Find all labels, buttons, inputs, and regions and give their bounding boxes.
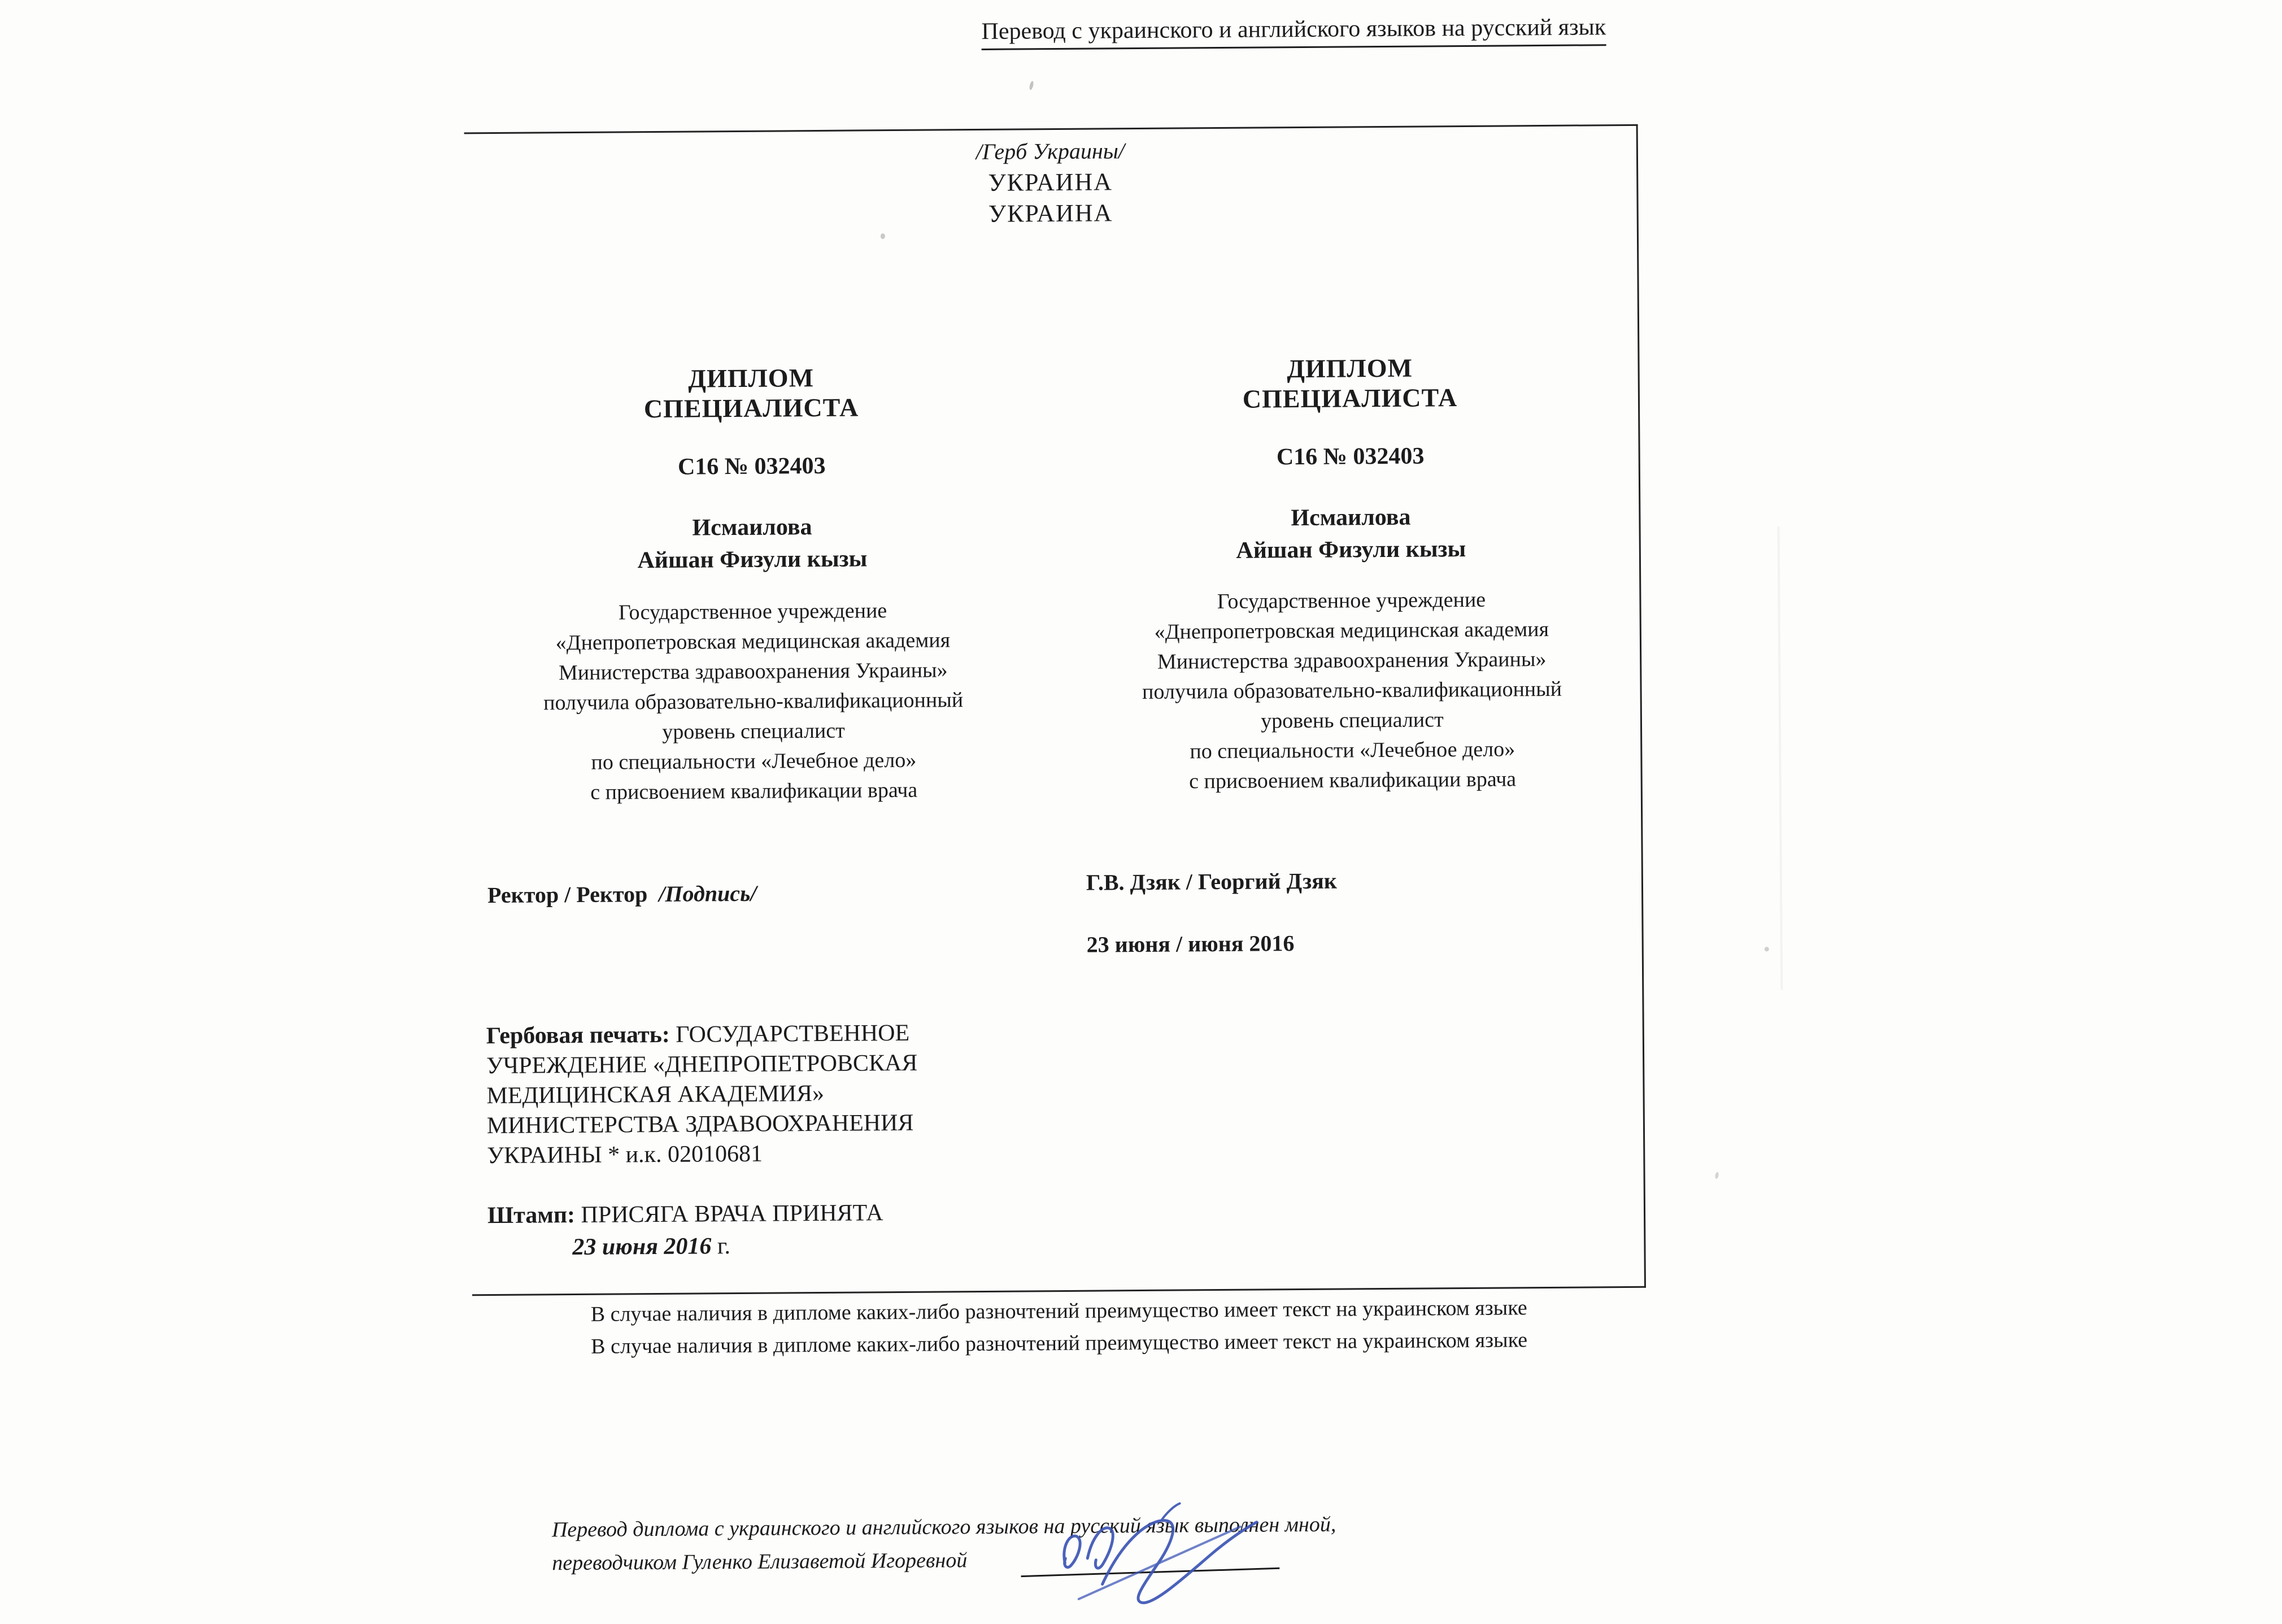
- left-body-line5: уровень специалист: [662, 719, 845, 744]
- left-body-line2: «Днепропетровская медицинская академия: [555, 628, 951, 655]
- seal-label: Гербовая печать:: [486, 1021, 670, 1050]
- left-holder-line2: Айшан Физули кызы: [637, 546, 868, 574]
- translator-line1: Перевод диплома с украинского и английского языков на русский язык выполнен мной,: [551, 1512, 1336, 1542]
- country-name-line2: УКРАИНА: [988, 199, 1113, 228]
- disclaimer-line2: В случае наличия в дипломе каких-либо разночтений преимущество имеет текст на украинском языке: [591, 1328, 1528, 1359]
- scan-speck: [1715, 1172, 1719, 1179]
- right-holder-line1: Исмаилова: [1291, 504, 1411, 532]
- rector-signature-line: [487, 880, 757, 908]
- seal-line4: МИНИСТЕРСТВА ЗДРАВООХРАНЕНИЯ: [486, 1109, 914, 1139]
- right-number-text: С16 № 032403: [1276, 443, 1425, 471]
- left-body-line3: Министерства здравоохранения Украины»: [558, 658, 948, 685]
- seal-line3: МЕДИЦИНСКАЯ АКАДЕМИЯ»: [486, 1080, 825, 1109]
- left-number-text: С16 № 032403: [677, 452, 826, 480]
- right-body-line3: Министерства здравоохранения Украины»: [1157, 647, 1547, 674]
- right-diploma-number: [1079, 441, 1622, 472]
- translator-signature: [1045, 1489, 1271, 1612]
- emblem-block: [464, 132, 1637, 233]
- right-holder-name: [1079, 500, 1622, 568]
- seal-line5: УКРАИНЫ * и.к. 02010681: [487, 1140, 763, 1169]
- right-body-line6: по специальности «Лечебное дело»: [1190, 737, 1515, 764]
- seal-paragraph: [486, 1017, 1030, 1171]
- right-body-line4: получила образовательно-квалификационный: [1142, 677, 1562, 704]
- translation-header-text: Перевод с украинского и английского языков на русский язык: [981, 14, 1606, 50]
- issue-date-line: 23 июня / июня 2016: [1086, 930, 1295, 957]
- right-body-line5: уровень специалист: [1261, 708, 1444, 733]
- signature-placeholder-note: /Подпись/: [659, 880, 757, 907]
- right-award-paragraph: [1080, 584, 1624, 798]
- stamp-label: Штамп:: [487, 1202, 576, 1229]
- translator-line2: переводчиком Гуленко Елизаветой Игоревной: [552, 1548, 968, 1575]
- right-body-line1: Государственное учреждение: [1217, 587, 1486, 614]
- translation-header: [909, 13, 1678, 45]
- left-title-line1: ДИПЛОМ: [688, 363, 815, 393]
- stamp-date-suffix: г.: [711, 1233, 731, 1260]
- country-name-line1: УКРАИНА: [988, 168, 1113, 197]
- stamp-text: ПРИСЯГА ВРАЧА ПРИНЯТА: [574, 1200, 883, 1229]
- rector-name-line: Г.В. Дзяк / Георгий Дзяк: [1086, 868, 1338, 895]
- disclaimer-block: [472, 1291, 1646, 1364]
- rector-label: Ректор / Ректор: [487, 881, 648, 908]
- scan-speck: [1765, 947, 1769, 951]
- seal-line1-rest: ГОСУДАРСТВЕННОЕ: [669, 1020, 910, 1048]
- coat-of-arms-note: /Герб Украины/: [975, 138, 1125, 165]
- left-holder-name: [481, 510, 1024, 578]
- left-diploma-title: [480, 361, 1022, 425]
- left-diploma-number: [481, 451, 1023, 482]
- right-body-line2: «Днепропетровская медицинская академия: [1154, 617, 1549, 644]
- right-title-line1: ДИПЛОМ: [1287, 353, 1413, 384]
- seal-line1: [486, 1017, 1029, 1051]
- disclaimer-line1: В случае наличия в дипломе каких-либо разночтений преимущество имеет текст на украинском языке: [590, 1296, 1527, 1326]
- left-award-paragraph: [481, 595, 1025, 808]
- left-holder-line1: Исмаилова: [692, 514, 812, 541]
- scan-fold-mark: [1778, 526, 1783, 990]
- stamp-line2: [572, 1228, 1030, 1264]
- right-holder-line2: Айшан Физули кызы: [1236, 535, 1466, 564]
- left-body-line6: по специальности «Лечебное дело»: [591, 748, 917, 774]
- stamp-date: 23 июня 2016: [572, 1233, 712, 1261]
- stamp-paragraph: [487, 1196, 1030, 1264]
- scan-speck: [881, 233, 885, 239]
- stamp-line1: [487, 1196, 1030, 1232]
- left-title-line2: СПЕЦИАЛИСТА: [643, 393, 859, 424]
- left-body-line4: получила образовательно-квалификационный: [543, 688, 964, 715]
- scan-speck: [1029, 81, 1034, 90]
- right-diploma-title: [1078, 351, 1621, 415]
- right-title-line2: СПЕЦИАЛИСТА: [1242, 383, 1458, 413]
- left-body-line1: Государственное учреждение: [618, 599, 887, 625]
- seal-line2: УЧРЕЖДЕНИЕ «ДНЕПРОПЕТРОВСКАЯ: [486, 1050, 918, 1079]
- left-body-line7: с присвоением квалификации врача: [590, 778, 918, 804]
- right-body-line7: с присвоением квалификации врача: [1189, 767, 1517, 794]
